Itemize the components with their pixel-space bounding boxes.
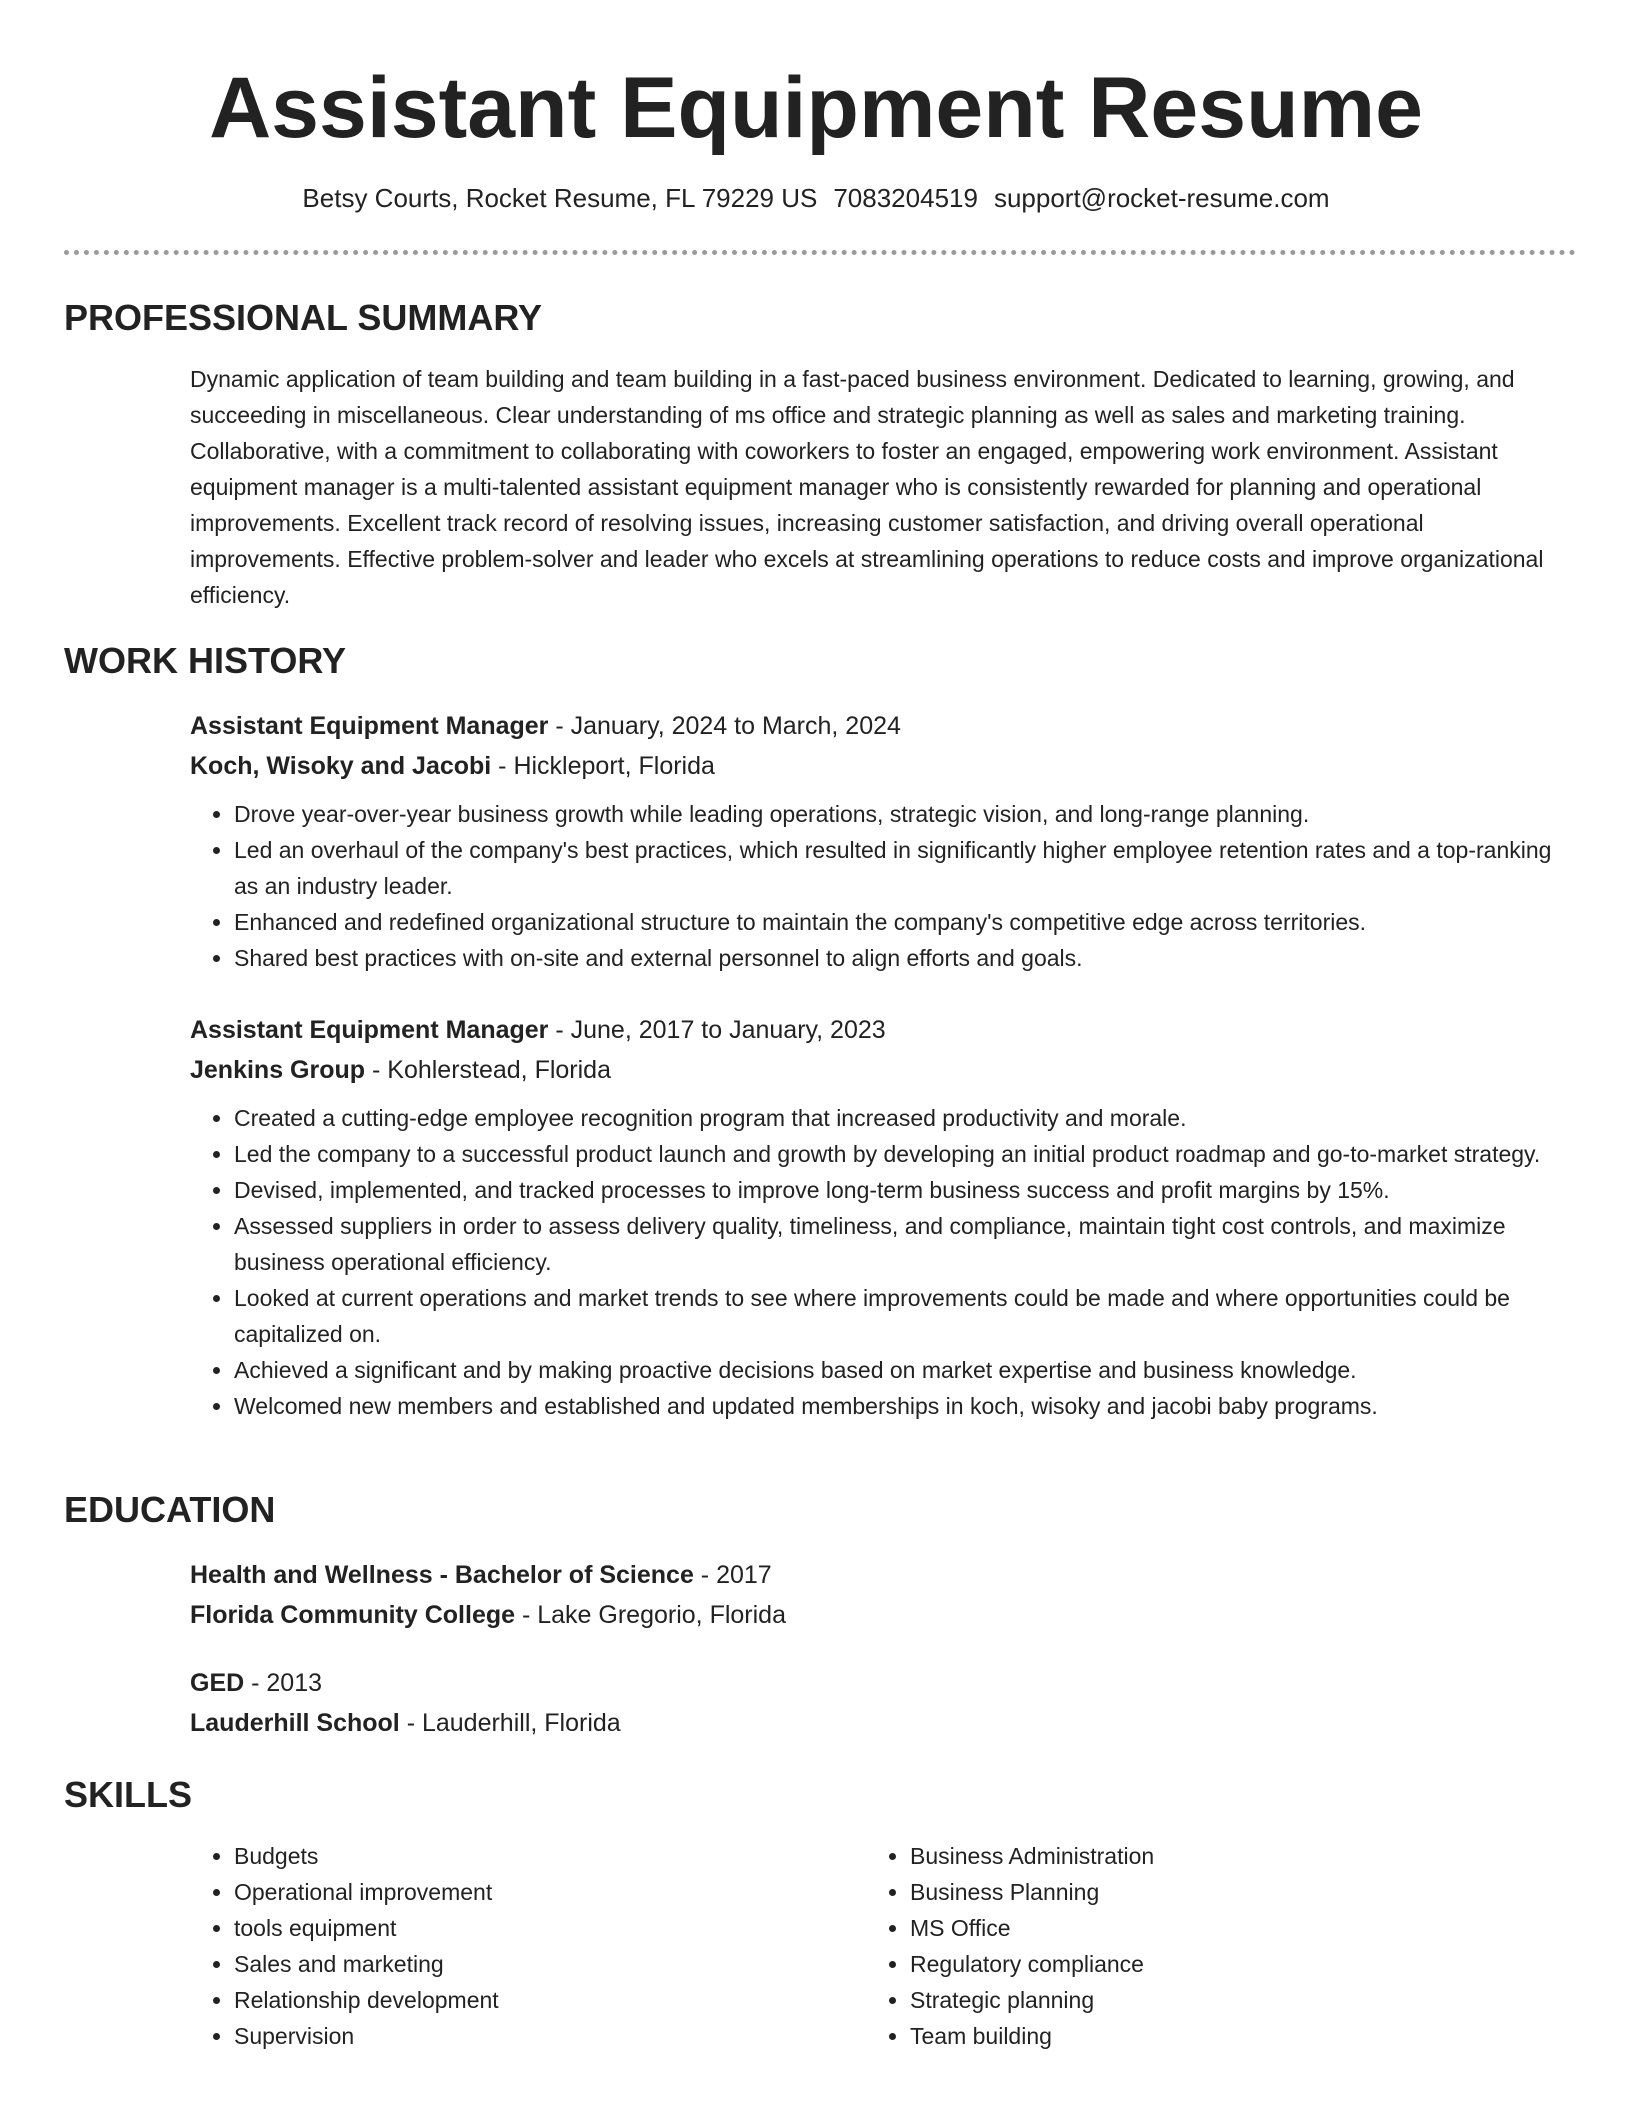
job-entry <box>190 706 1560 976</box>
job-title-line <box>190 706 1560 746</box>
school-name: Lauderhill School <box>190 1709 400 1737</box>
contact-address: Betsy Courts, Rocket Resume, FL 79229 US <box>302 183 818 213</box>
job-entry <box>190 1010 1560 1424</box>
degree-line <box>190 1663 1560 1703</box>
degree-year: - 2013 <box>244 1669 323 1697</box>
employer-name: Koch, Wisoky and Jacobi <box>190 752 492 780</box>
school-name: Florida Community College <box>190 1601 516 1629</box>
summary-block <box>190 361 1560 613</box>
contact-phone: 7083204519 <box>833 183 978 213</box>
job-bullet: • Led an overhaul of the company's best practices, which resulted in significantly higher employee retention rates and a top-ranking as an industry leader. <box>234 832 1560 904</box>
job-bullets <box>190 796 1560 976</box>
job-bullet: • Welcomed new members and established and updated memberships in koch, wisoky and jacobi baby programs. <box>234 1388 1560 1424</box>
degree-line <box>190 1555 1560 1595</box>
employer-name: Jenkins Group <box>190 1056 366 1084</box>
work-history-heading: WORK HISTORY <box>64 640 347 681</box>
school-location: - Lauderhill, Florida <box>399 1709 621 1737</box>
skill-item: • MS Office <box>910 1910 1526 1946</box>
school-line <box>190 1703 1560 1743</box>
degree-name: GED <box>190 1669 245 1697</box>
skills-list <box>866 1838 1526 2054</box>
job-bullet: • Looked at current operations and market trends to see where improvements could be made and where opportunities could be capitalized on. <box>234 1280 1560 1352</box>
job-bullet: • Assessed suppliers in order to assess delivery quality, timeliness, and compliance, maintain tight cost controls, and maximize business operational efficiency. <box>234 1208 1560 1280</box>
school-line <box>190 1595 1560 1635</box>
skills-column-left <box>190 1838 850 2054</box>
resume-title: Assistant Equipment Resume <box>209 60 1423 156</box>
skill-item: • Operational improvement <box>234 1874 850 1910</box>
employer-location: - Hickleport, Florida <box>491 752 715 780</box>
skill-item: • Supervision <box>234 2018 850 2054</box>
job-dates: - January, 2024 to March, 2024 <box>548 712 901 740</box>
summary-heading: PROFESSIONAL SUMMARY <box>64 297 543 338</box>
skills-column-right <box>866 1838 1526 2054</box>
skill-item: • Relationship development <box>234 1982 850 2018</box>
skill-item: • Strategic planning <box>910 1982 1526 2018</box>
degree-name: Health and Wellness - Bachelor of Science <box>190 1561 694 1589</box>
skill-item: • Regulatory compliance <box>910 1946 1526 1982</box>
job-dates: - June, 2017 to January, 2023 <box>548 1016 886 1044</box>
summary-text: Dynamic application of team building and team building in a fast-paced business environment. Dedicated to learning, growing, and succeeding in miscellaneous. Clear understanding of ms office and strategic planning as well as sales and marketing training. Collaborative, with a commitment to collaborating with coworkers to foster an engaged, empowering work environment. Assistant equipment manager is a multi-talented assistant equipment manager who is consistently rewarded for planning and operational improvements. Excellent track record of resolving issues, increasing customer satisfaction, and driving overall operational improvements. Effective problem-solver and leader who excels at streamlining operations to reduce costs and improve organizational efficiency. <box>190 366 1544 608</box>
skill-item: • Budgets <box>234 1838 850 1874</box>
skills-list <box>190 1838 850 2054</box>
contact-line <box>0 180 1632 216</box>
job-bullet: • Achieved a significant and by making proactive decisions based on market expertise and business knowledge. <box>234 1352 1560 1388</box>
skills-heading: SKILLS <box>64 1774 193 1815</box>
job-bullet: • Led the company to a successful product launch and growth by developing an initial product roadmap and go-to-market strategy. <box>234 1136 1560 1172</box>
school-location: - Lake Gregorio, Florida <box>515 1601 786 1629</box>
employer-location: - Kohlerstead, Florida <box>365 1056 611 1084</box>
job-bullet: • Shared best practices with on-site and external personnel to align efforts and goals. <box>234 940 1560 976</box>
degree-year: - 2017 <box>693 1561 772 1589</box>
skill-item: • Team building <box>910 2018 1526 2054</box>
job-title: Assistant Equipment Manager <box>190 712 549 740</box>
job-bullet: • Created a cutting-edge employee recognition program that increased productivity and morale. <box>234 1100 1560 1136</box>
education-entry <box>190 1555 1560 1635</box>
job-bullet: • Drove year-over-year business growth while leading operations, strategic vision, and long-range planning. <box>234 796 1560 832</box>
job-bullet: • Enhanced and redefined organizational structure to maintain the company's competitive edge across territories. <box>234 904 1560 940</box>
skill-item: • tools equipment <box>234 1910 850 1946</box>
education-heading: EDUCATION <box>64 1489 276 1530</box>
employer-line <box>190 1050 1560 1090</box>
header-divider <box>64 250 1576 255</box>
education-entry <box>190 1663 1560 1743</box>
job-bullets <box>190 1100 1560 1424</box>
employer-line <box>190 746 1560 786</box>
job-title-line <box>190 1010 1560 1050</box>
job-title: Assistant Equipment Manager <box>190 1016 549 1044</box>
skill-item: • Business Planning <box>910 1874 1526 1910</box>
skill-item: • Business Administration <box>910 1838 1526 1874</box>
skill-item: • Sales and marketing <box>234 1946 850 1982</box>
job-bullet: • Devised, implemented, and tracked processes to improve long-term business success and profit margins by 15%. <box>234 1172 1560 1208</box>
contact-email: support@rocket-resume.com <box>993 183 1330 213</box>
